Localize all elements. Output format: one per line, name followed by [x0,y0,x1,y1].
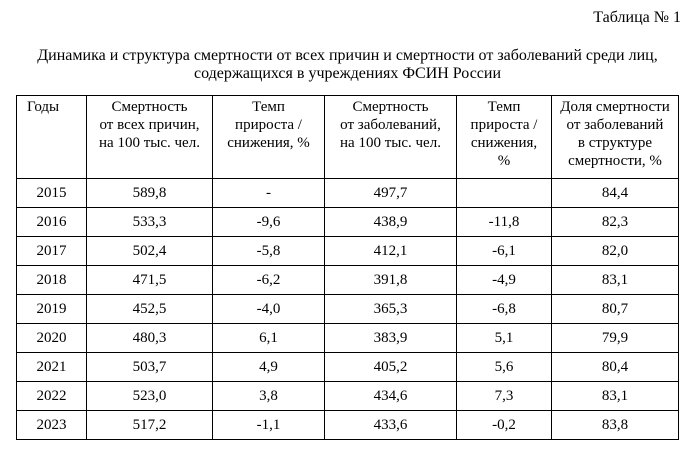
year-cell: 2023 [17,411,87,440]
column-header [213,96,325,179]
table-cell: 503,7 [87,353,213,382]
table-cell: 405,2 [325,353,457,382]
table-cell: 502,4 [87,237,213,266]
table-cell: 6,1 [213,324,325,353]
table-cell: 3,8 [213,382,325,411]
mortality-table [16,95,679,440]
caption-line-2: содержащихся в учреждениях ФСИН России [193,65,502,82]
year-cell: 2016 [17,208,87,237]
column-header-line: прироста / [470,117,538,133]
table-cell: -6,2 [213,266,325,295]
table-cell: 452,5 [87,295,213,324]
column-header [457,96,552,179]
table-row [17,382,679,411]
table-row [17,324,679,353]
table-cell: 383,9 [325,324,457,353]
column-header-line: Годы [27,99,60,115]
column-header-line: Темп [252,99,285,115]
table-cell: 4,9 [213,353,325,382]
table-row [17,266,679,295]
column-header-line: от заболеваний, [340,117,441,133]
header-row [17,96,679,179]
year-cell: 2021 [17,353,87,382]
table-cell: 497,7 [325,179,457,208]
caption-line-1: Динамика и структура смертности от всех причин и смертности от заболеваний среди лиц, [37,47,658,64]
table-cell: -4,9 [457,266,552,295]
table-caption [0,47,695,83]
table-cell: 434,6 [325,382,457,411]
table-cell: 412,1 [325,237,457,266]
table-row [17,179,679,208]
column-header-line: прироста / [235,117,302,133]
table-cell: 523,0 [87,382,213,411]
column-header-line: % [497,153,511,169]
table-cell: 433,6 [325,411,457,440]
table-cell: 79,9 [552,324,679,353]
column-header-line: Смертность [352,99,429,115]
year-cell: 2020 [17,324,87,353]
table-body [17,179,679,440]
table-cell: 471,5 [87,266,213,295]
table-row [17,353,679,382]
table-cell: - [213,179,325,208]
table-cell: -11,8 [457,208,552,237]
table-cell: -0,2 [457,411,552,440]
table-cell: 5,6 [457,353,552,382]
table-cell: 82,3 [552,208,679,237]
table-cell: -1,1 [213,411,325,440]
table-cell: 80,7 [552,295,679,324]
column-header [87,96,213,179]
year-cell: 2017 [17,237,87,266]
table-number: Таблица № 1 [593,9,681,26]
table-cell: 438,9 [325,208,457,237]
year-cell: 2022 [17,382,87,411]
table-cell: 83,1 [552,382,679,411]
table-cell: 5,1 [457,324,552,353]
column-header [17,96,87,179]
table-cell [457,179,552,208]
year-cell: 2018 [17,266,87,295]
table-cell: 533,3 [87,208,213,237]
column-header-line: Доля смертности [560,99,670,115]
table-cell: 517,2 [87,411,213,440]
table-cell: 83,1 [552,266,679,295]
table-row [17,208,679,237]
table-row [17,237,679,266]
table-cell: 7,3 [457,382,552,411]
column-header-line: в структуре [577,135,653,151]
table-cell: -5,8 [213,237,325,266]
column-header-line: снижения, [470,135,538,151]
year-cell: 2015 [17,179,87,208]
column-header-line: Темп [487,99,521,115]
table-cell: -6,8 [457,295,552,324]
table-cell: 365,3 [325,295,457,324]
table-cell: 84,4 [552,179,679,208]
table-cell: -4,0 [213,295,325,324]
column-header [325,96,457,179]
column-header-line: на 100 тыс. чел. [340,135,441,151]
table-cell: 589,8 [87,179,213,208]
column-header-line: снижения, % [227,135,310,151]
column-header-line: от всех причин, [99,117,200,133]
column-header-line: на 100 тыс. чел. [99,135,200,151]
year-cell: 2019 [17,295,87,324]
column-header [552,96,679,179]
table-cell: -9,6 [213,208,325,237]
table-cell: 391,8 [325,266,457,295]
table-cell: 83,8 [552,411,679,440]
table-row [17,411,679,440]
column-header-line: Смертность [111,99,188,115]
table-row [17,295,679,324]
table-cell: -6,1 [457,237,552,266]
column-header-line: от заболеваний [566,117,664,133]
column-header-line: смертности, % [568,153,662,169]
table-cell: 480,3 [87,324,213,353]
table-cell: 82,0 [552,237,679,266]
table-cell: 80,4 [552,353,679,382]
